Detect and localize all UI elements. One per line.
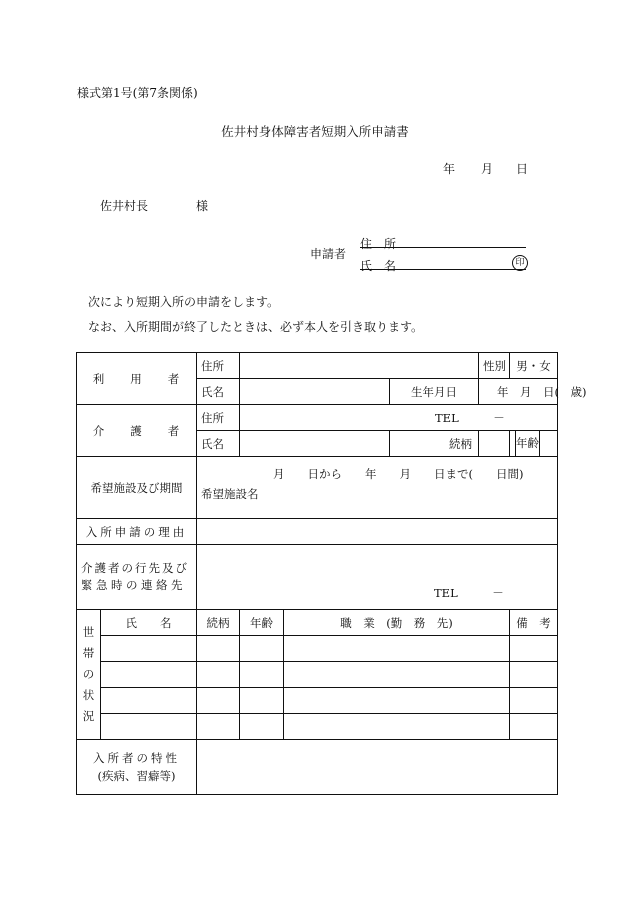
household-row: [77, 662, 558, 688]
body-text-line-1: 次により短期入所の申請をします。: [88, 295, 280, 309]
household-relation-cell[interactable]: [197, 636, 240, 662]
household-col-job: 職 業 (勤 務 先): [284, 610, 510, 636]
user-birth-label: 生年月日: [390, 379, 479, 405]
applicant-address-label: 住 所: [360, 237, 397, 251]
household-name-cell[interactable]: [101, 636, 197, 662]
contact-category: [77, 545, 197, 610]
date-day-label: 日: [516, 162, 529, 176]
applicant-name-line[interactable]: [360, 269, 526, 270]
reason-field[interactable]: [197, 519, 558, 545]
contact-category-line-2: 緊急時の連絡先: [81, 578, 186, 592]
household-char-5: 況: [82, 709, 95, 723]
facility-name-label: 希望施設名: [201, 487, 259, 501]
traits-category-line-2: (疾病、習癖等): [97, 769, 176, 783]
household-notes-cell[interactable]: [510, 662, 558, 688]
household-col-notes: 備 考: [510, 610, 558, 636]
household-age-cell[interactable]: [240, 688, 284, 714]
traits-category: [77, 740, 197, 795]
household-col-age: 年齢: [240, 610, 284, 636]
household-notes-cell[interactable]: [510, 714, 558, 740]
seal-mark: 印: [512, 255, 528, 271]
contact-category-line-1: 介護者の行先及び: [81, 561, 189, 575]
household-relation-cell[interactable]: [197, 662, 240, 688]
user-birth-value[interactable]: 年 月 日( 歳): [479, 379, 558, 405]
reason-category: 入所申請の理由: [77, 519, 197, 545]
addressee: 佐井村長: [100, 199, 149, 213]
household-name-cell[interactable]: [101, 688, 197, 714]
body-text-line-2: なお、入所期間が終了したときは、必ず本人を引き取ります。: [88, 320, 424, 334]
user-name-field[interactable]: [240, 379, 390, 405]
household-job-cell[interactable]: [284, 636, 510, 662]
date-year-label: 年: [443, 162, 456, 176]
household-category: [77, 610, 101, 740]
household-row: [77, 714, 558, 740]
date-month-label: 月: [481, 162, 494, 176]
addressee-suffix: 様: [196, 199, 209, 213]
household-relation-cell[interactable]: [197, 688, 240, 714]
household-relation-cell[interactable]: [197, 714, 240, 740]
household-col-relation: 続柄: [197, 610, 240, 636]
facility-category: 希望施設及び期間: [77, 457, 197, 519]
user-category: 利 用 者: [77, 353, 197, 405]
household-age-cell[interactable]: [240, 714, 284, 740]
household-job-cell[interactable]: [284, 688, 510, 714]
caregiver-name-label: 氏名: [197, 431, 240, 457]
caregiver-relation-label: 続柄: [390, 431, 479, 457]
caregiver-relation-age-wrap: [479, 431, 539, 457]
household-row: [77, 688, 558, 714]
household-name-cell[interactable]: [101, 714, 197, 740]
facility-field[interactable]: [197, 457, 558, 519]
household-col-name: 氏 名: [101, 610, 197, 636]
household-job-cell[interactable]: [284, 714, 510, 740]
user-sex-value[interactable]: 男・女: [510, 353, 558, 379]
application-table: [76, 352, 587, 795]
form-number: 様式第1号(第7条関係): [77, 86, 198, 100]
applicant-name-label: 氏 名: [360, 259, 397, 273]
applicant-address-line[interactable]: [360, 247, 526, 248]
traits-field[interactable]: [197, 740, 558, 795]
household-char-4: 状: [82, 688, 95, 702]
caregiver-age-label: 年齢: [516, 431, 540, 456]
caregiver-name-field[interactable]: [240, 431, 390, 457]
user-address-field[interactable]: [240, 353, 479, 379]
caregiver-address-label: 住所: [197, 405, 240, 431]
household-notes-cell[interactable]: [510, 636, 558, 662]
household-job-cell[interactable]: [284, 662, 510, 688]
caregiver-relation-field[interactable]: [479, 431, 516, 456]
user-sex-label: 性別: [479, 353, 510, 379]
household-row: [77, 636, 558, 662]
household-char-2: 帯: [82, 646, 95, 660]
facility-period: 月 日から 年 月 日まで( 日間): [273, 467, 524, 481]
household-age-cell[interactable]: [240, 662, 284, 688]
household-char-1: 世: [82, 625, 95, 639]
user-name-label: 氏名: [197, 379, 240, 405]
household-char-3: の: [82, 667, 95, 681]
user-address-label: 住所: [197, 353, 240, 379]
caregiver-category: 介 護 者: [77, 405, 197, 457]
document-title: 佐井村身体障害者短期入所申請書: [221, 124, 409, 139]
household-name-cell[interactable]: [101, 662, 197, 688]
applicant-label: 申請者: [310, 247, 347, 261]
traits-category-line-1: 入所者の特性: [93, 751, 180, 765]
household-notes-cell[interactable]: [510, 688, 558, 714]
household-age-cell[interactable]: [240, 636, 284, 662]
contact-field[interactable]: TEL －: [197, 545, 558, 610]
caregiver-address-field[interactable]: TEL －: [240, 405, 558, 431]
